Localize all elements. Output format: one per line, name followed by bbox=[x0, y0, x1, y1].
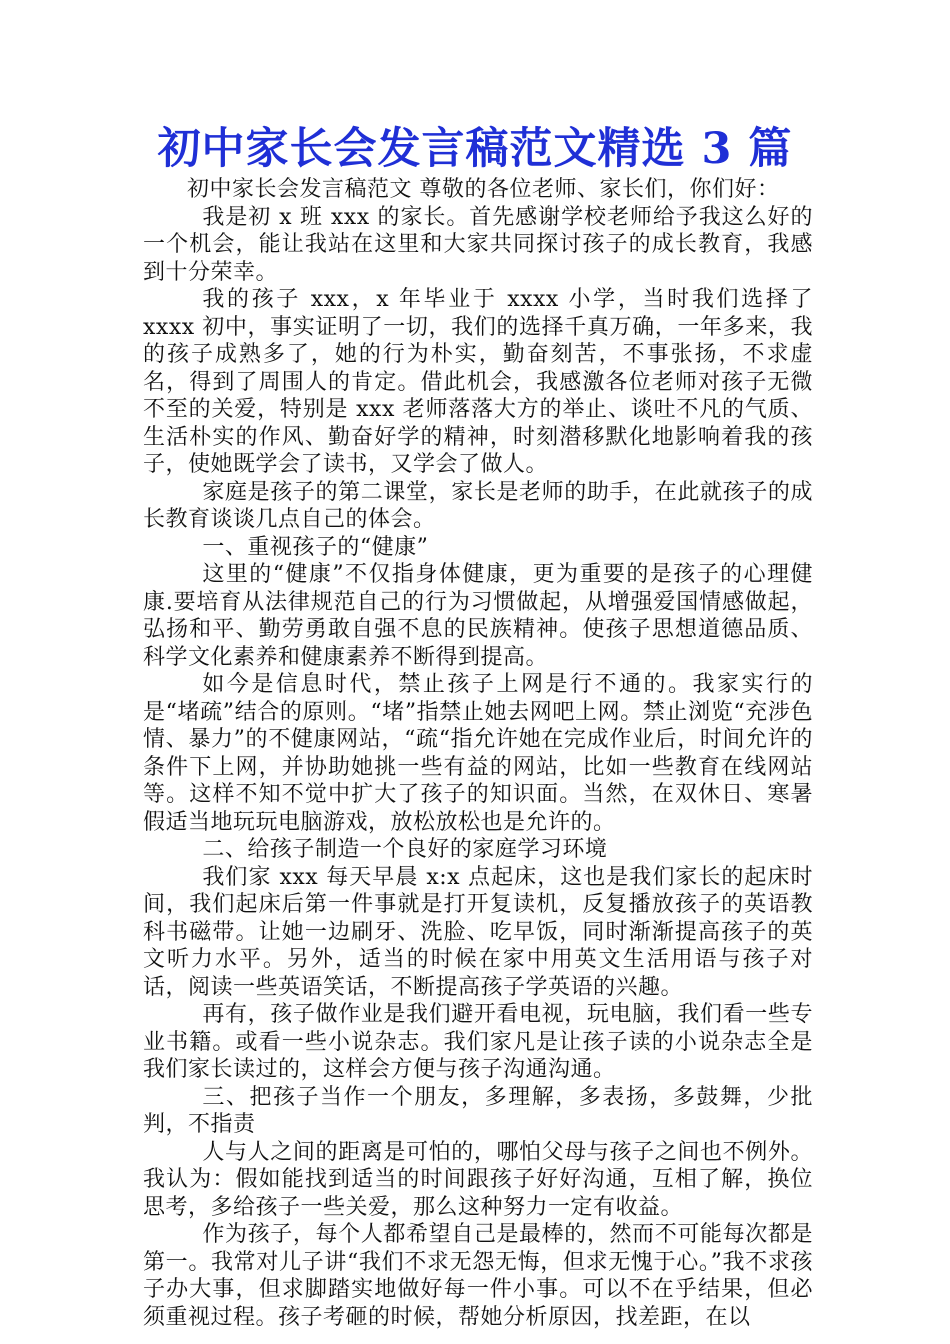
body-paragraph: 这里的“健康”不仅指身体健康，更为重要的是孩子的心理健康.要培育从法律规范自己的行为习惯做起，从增强爱国情感做起，弘扬和平、勤劳勇敢自强不息的民族精神。使孩子思想道德品质、科学文化素养和健康素养不断得到提高。 bbox=[143, 562, 813, 670]
body-paragraph: 我是初 x 班 xxx 的家长。首先感谢学校老师给予我这么好的一个机会，能让我站在这里和大家共同探讨孩子的成长教育，我感到十分荣幸。 bbox=[143, 204, 813, 285]
section-heading: 二、给孩子制造一个良好的家庭学习环境 bbox=[202, 837, 608, 862]
document-title: 初中家长会发言稿范文精选 3 篇 bbox=[157, 124, 793, 174]
document-body bbox=[143, 176, 813, 1331]
body-paragraph: 再有，孩子做作业是我们避开看电视，玩电脑，我们看一些专业书籍。或看一些小说杂志。我们家凡是让孩子读的小说杂志全是我们家长读过的，这样会方便与孩子沟通沟通。 bbox=[143, 1002, 813, 1082]
body-paragraph: 作为孩子，每个人都希望自己是最棒的，然而不可能每次都是第一。我常对儿子讲“我们不求无怨无悔，但求无愧于心。”我不求孩子办大事，但求脚踏实地做好每一件小事。可以不在乎结果，但必须重视过程。孩子考砸的时候，帮她分析原因，找差距，在以 bbox=[143, 1222, 813, 1330]
body-paragraph: 家庭是孩子的第二课堂，家长是老师的助手，在此就孩子的成长教育谈谈几点自己的体会。 bbox=[143, 479, 813, 532]
body-paragraph: 我的孩子 xxx，x 年毕业于 xxxx 小学，当时我们选择了 xxxx 初中，事实证明了一切，我们的选择千真万确，一年多来，我的孩子成熟多了，她的行为朴实，勤奋刻苦，不事张扬，不求虚名，得到了周围人的肯定。借此机会，我感激各位老师对孩子无微不至的关爱，特别是 xxx 老师落落大方的举止、谈吐不凡的气质、生活朴实的作风、勤奋好学的精神，时刻潜移默化地影响着我的孩子，使她既学会了读书，又学会了做人。 bbox=[143, 287, 813, 477]
section-heading: 三、把孩子当作一个朋友，多理解，多表扬，多鼓舞，少批判，不指责 bbox=[143, 1084, 813, 1137]
body-paragraph: 如今是信息时代，禁止孩子上网是行不通的。我家实行的是“堵疏”结合的原则。“堵”指禁止她去网吧上网。禁止浏览“充涉色情、暴力”的不健康网站，“疏“指允许她在完成作业后，时间允许的条件下上网，并协助她挑一些有益的网站，比如一些教育在线网站等。这样不知不觉中扩大了孩子的知识面。当然，在双休日、寒暑假适当地玩玩电脑游戏，放松放松也是允许的。 bbox=[143, 672, 813, 835]
greeting-paragraph: 初中家长会发言稿范文 尊敬的各位老师、家长们，你们好： bbox=[187, 177, 780, 202]
section-heading: 一、重视孩子的“健康” bbox=[202, 534, 429, 560]
body-paragraph: 我们家 xxx 每天早晨 x:x 点起床，这也是我们家长的起床时间，我们起床后第一件事就是打开复读机，反复播放孩子的英语教科书磁带。让她一边刷牙、洗脸、吃早饭，同时渐渐提高孩子的英文听力水平。另外，适当的时候在家中用英文生活用语与孩子对话，阅读一些英语笑话，不断提高孩子学英语的兴趣。 bbox=[143, 864, 813, 1000]
body-paragraph: 人与人之间的距离是可怕的，哪怕父母与孩子之间也不例外。我认为：假如能找到适当的时间跟孩子好好沟通，互相了解，换位思考，多给孩子一些关爱，那么这种努力一定有收益。 bbox=[143, 1139, 813, 1220]
